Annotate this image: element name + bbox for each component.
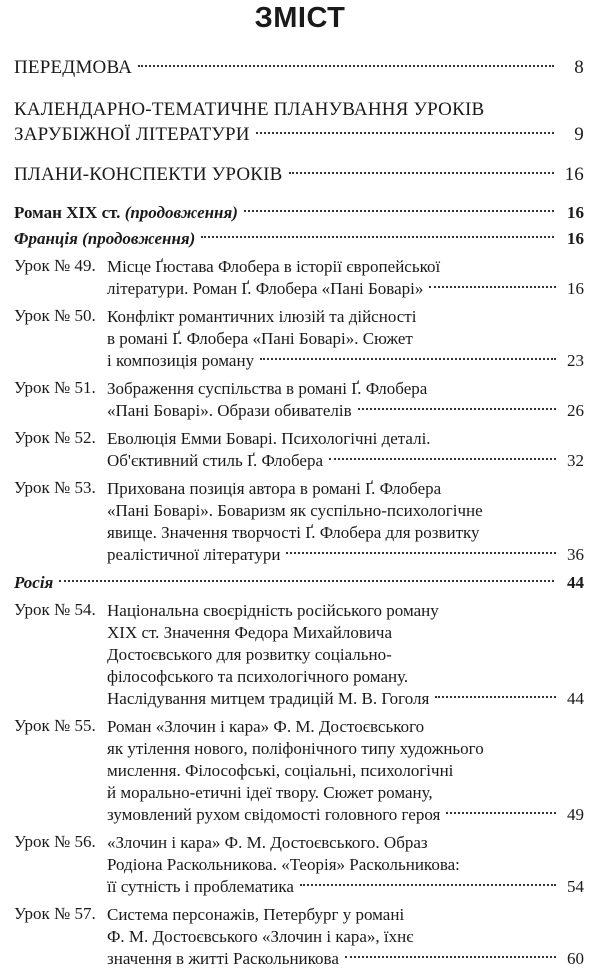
page-number: 26 — [567, 401, 584, 420]
dot-leader — [358, 408, 556, 410]
dot-leader — [446, 812, 556, 814]
lesson-title-line: Система персонажів, Петербург у романі — [107, 905, 405, 924]
dot-leader — [256, 132, 554, 134]
lesson-title-line: в романі Ґ. Флобера «Пані Боварі». Сюжет — [107, 329, 413, 348]
toc-entry-label: КАЛЕНДАРНО-ТЕМАТИЧНЕ ПЛАНУВАННЯ УРОКІВ — [14, 99, 485, 120]
dot-leader — [300, 884, 556, 886]
lesson-title-line: як утілення нового, поліфонічного типу художнього — [107, 739, 484, 758]
dot-leader — [345, 956, 556, 958]
dot-leader — [244, 210, 554, 212]
page-number: 49 — [567, 805, 584, 824]
lesson-title-line: Місце Ґюстава Флобера в історії європейської — [107, 257, 441, 276]
lesson-title-last-line — [107, 450, 584, 472]
page-number: 8 — [574, 57, 584, 78]
lesson-title-last-line — [107, 688, 584, 710]
lesson-title-line: XIX ст. Значення Федора Михайловича — [107, 623, 393, 642]
lesson-title-line: Роман «Злочин і кара» Ф. М. Достоєвського — [107, 717, 425, 736]
lesson-title-line: Еволюція Емми Боварі. Психологічні деталі. — [107, 429, 431, 448]
lesson-title-line: літератури. Роман Ґ. Флобера «Пані Боварі» — [107, 279, 424, 298]
dot-leader — [429, 286, 556, 288]
toc-entry-label-continued: ЗАРУБІЖНОЇ ЛІТЕРАТУРИ — [14, 124, 250, 145]
section-label: Франція (продовження) — [14, 229, 196, 248]
page-number: 16 — [567, 203, 584, 222]
section-label: Росія — [14, 573, 54, 592]
page-number: 36 — [567, 545, 584, 564]
lesson-title-last-line — [107, 544, 584, 566]
toc-entry-calendar[interactable] — [14, 97, 584, 147]
lesson-title-line: і композиція роману — [107, 351, 255, 370]
lesson-title — [107, 256, 584, 300]
page-number: 23 — [567, 351, 584, 370]
lesson-title — [107, 378, 584, 422]
lesson-title-line: значення в житті Раскольникова — [107, 949, 339, 968]
lesson-number: Урок № 53. — [14, 478, 96, 497]
lesson-title-line: «Пані Боварі». Образи обивателів — [107, 401, 352, 420]
page-number: 16 — [564, 164, 584, 185]
section-label-text: Роман XIX ст. — [14, 203, 125, 222]
lesson-entry[interactable] — [14, 904, 584, 970]
page-number: 44 — [567, 573, 584, 592]
toc-entry-label: ПЕРЕДМОВА — [14, 57, 133, 78]
lesson-title-last-line — [107, 400, 584, 422]
dot-leader — [59, 580, 554, 582]
lessons-russia — [14, 600, 584, 970]
lesson-title-line: Національна своєрідність російського роману — [107, 601, 439, 620]
dot-leader — [286, 552, 556, 554]
lesson-title-line: мислення. Філософські, соціальні, психологічні — [107, 761, 454, 780]
page-number: 60 — [567, 949, 584, 968]
lesson-title-line: Наслідування митцем традицій М. В. Гоголя — [107, 689, 430, 708]
lesson-entry[interactable] — [14, 832, 584, 898]
page-number: 32 — [567, 451, 584, 470]
lesson-title-last-line — [107, 278, 584, 300]
toc-entry-label: ПЛАНИ-КОНСПЕКТИ УРОКІВ — [14, 164, 283, 185]
lesson-title-line: реалістичної літератури — [107, 545, 281, 564]
page-number: 54 — [567, 877, 584, 896]
lesson-entry[interactable] — [14, 306, 584, 372]
lesson-title-last-line — [107, 350, 584, 372]
lesson-title — [107, 600, 584, 710]
page-number: 44 — [567, 689, 584, 708]
lessons-france — [14, 256, 584, 566]
lesson-title-line: Достоєвського для розвитку соціально- — [107, 645, 392, 664]
lesson-number: Урок № 56. — [14, 832, 96, 851]
dot-leader — [289, 172, 554, 174]
lesson-title-line: Конфлікт романтичних ілюзій та дійсності — [107, 307, 417, 326]
lesson-title-line: філософського та психологічного роману. — [107, 667, 409, 686]
lesson-title-line: Прихована позиція автора в романі Ґ. Флобера — [107, 479, 442, 498]
page-number: 16 — [567, 279, 584, 298]
dot-leader — [138, 65, 554, 67]
lesson-title-line: «Злочин і кара» Ф. М. Достоєвського. Образ — [107, 833, 428, 852]
dot-leader — [435, 696, 556, 698]
dot-leader — [329, 458, 556, 460]
lesson-title — [107, 716, 584, 826]
lesson-title-line: Зображення суспільства в романі Ґ. Флобера — [107, 379, 428, 398]
toc-section-novel[interactable] — [14, 201, 584, 224]
lesson-number: Урок № 55. — [14, 716, 96, 735]
lesson-title — [107, 306, 584, 372]
lesson-entry[interactable] — [14, 428, 584, 472]
page-title: ЗМІСТ — [254, 2, 346, 34]
lesson-title-line: Об'єктивний стиль Ґ. Флобера — [107, 451, 324, 470]
lesson-entry[interactable] — [14, 256, 584, 300]
lesson-title-line: Ф. М. Достоєвського «Злочин і кара», їхнє — [107, 927, 414, 946]
page-number: 16 — [567, 229, 584, 248]
page-number: 9 — [574, 124, 584, 145]
lesson-number: Урок № 52. — [14, 428, 96, 447]
dot-leader — [260, 358, 556, 360]
lesson-title-last-line — [107, 948, 584, 970]
toc-entry-plans[interactable] — [14, 162, 584, 187]
lesson-number: Урок № 51. — [14, 378, 96, 397]
dot-leader — [201, 236, 554, 238]
lesson-entry[interactable] — [14, 716, 584, 826]
lesson-title-line: явище. Значення творчості Ґ. Флобера для розвитку — [107, 523, 480, 542]
lesson-number: Урок № 49. — [14, 256, 96, 275]
toc-section-france[interactable] — [14, 227, 584, 250]
toc-entry-preface[interactable] — [14, 55, 584, 80]
lesson-number: Урок № 57. — [14, 904, 96, 923]
lesson-title — [107, 832, 584, 898]
section-label — [14, 201, 238, 224]
lesson-title — [107, 904, 584, 970]
lesson-title-line: й морально-етичні ідеї твору. Сюжет роману, — [107, 783, 433, 802]
lesson-title-last-line — [107, 876, 584, 898]
lesson-title-line: її сутність і проблематика — [107, 877, 294, 896]
lesson-title — [107, 478, 584, 566]
lesson-entry[interactable] — [14, 600, 584, 710]
toc-section-russia[interactable] — [14, 572, 584, 594]
lesson-title-line: «Пані Боварі». Боваризм як суспільно-психологічне — [107, 501, 483, 520]
lesson-title-line: зумовлений рухом свідомості головного героя — [107, 805, 441, 824]
lesson-number: Урок № 54. — [14, 600, 96, 619]
section-label-italic: (продовження) — [124, 203, 238, 222]
lesson-entry[interactable] — [14, 478, 584, 566]
lesson-title-line: Родіона Раскольникова. «Теорія» Раскольникова: — [107, 855, 460, 874]
lessons-list — [14, 256, 584, 976]
lesson-title-last-line — [107, 804, 584, 826]
lesson-title — [107, 428, 584, 472]
lesson-entry[interactable] — [14, 378, 584, 422]
lesson-number: Урок № 50. — [14, 306, 96, 325]
